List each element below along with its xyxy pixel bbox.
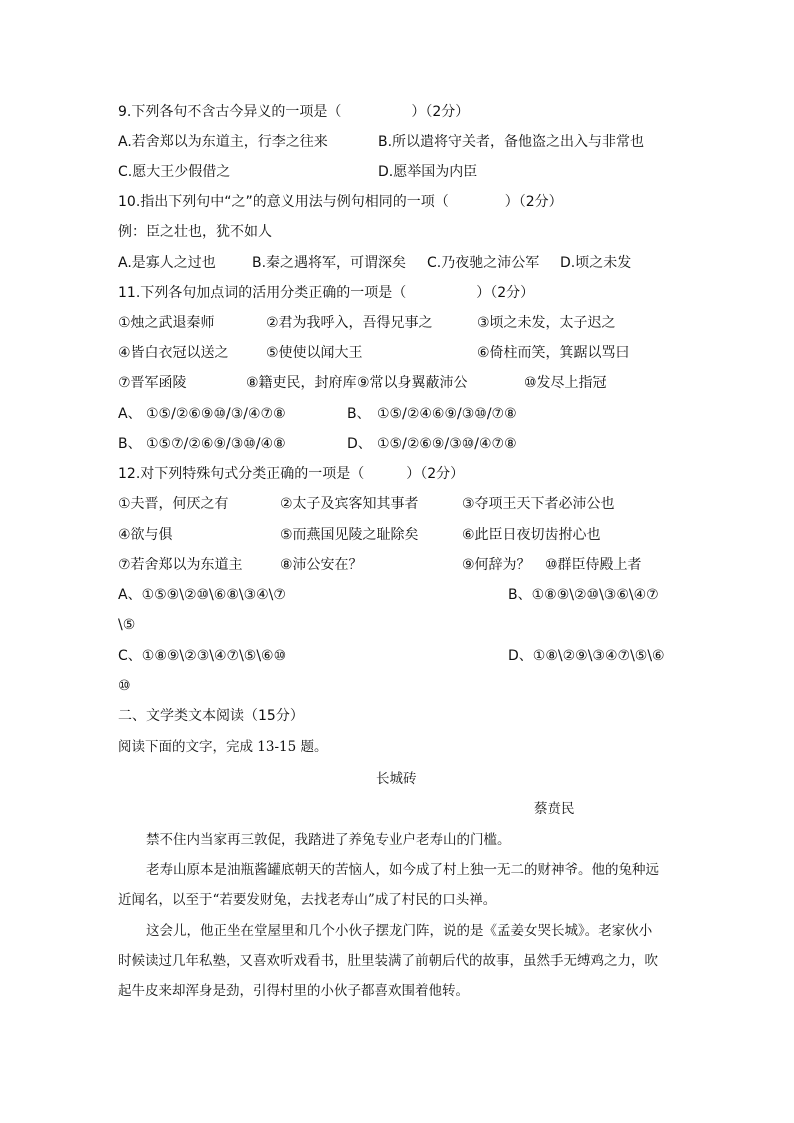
q11-option-text: ①⑤/②④⑥⑨/③⑩/⑦⑧ [377,406,517,422]
q11-option-text: ①⑤/②⑥⑨⑩/③/④⑦⑧ [146,406,286,422]
q11-item: ⑦晋军函陵 [118,375,187,391]
q10-option-a: A.是寡人之过也 [118,255,216,271]
q12-item: ②太子及宾客知其事者 [280,496,419,512]
q12-option-a: A、①⑤⑨\②⑩\⑥⑧\③④\⑦ [118,587,286,603]
q10-example: 例：臣之壮也，犹不如人 [118,224,272,240]
q10-option-d: D.顷之未发 [560,255,632,271]
q9-option-d: D.愿举国为内臣 [378,164,478,180]
q12-item: ①夫晋，何厌之有 [118,496,229,512]
q11-option-letter: D、 [347,436,372,452]
q12-item: ⑧沛公安在？ [280,557,363,573]
section-heading: 二、文学类文本阅读（15分） [118,708,304,724]
q10-stem: 10.指出下列句中“之”的意义用法与例句相同的一项（ ）（2分） [118,194,563,210]
q12-option-d-wrap: ⑩ [118,678,131,694]
q10-option-c: C.乃夜驰之沛公军 [427,255,540,271]
q11-item: ⑤使使以闻大王 [266,345,363,361]
passage-paragraph-cont: 近闻名，以至于“若要发财兔，去找老寿山”成了村民的口头禅。 [118,892,497,908]
q9-option-c: C.愿大王少假借之 [118,164,231,180]
q9-option-a: A.若舍郑以为东道主，行李之往来 [118,134,328,150]
q12-item: ③夺项王天下者必沛公也 [462,496,615,512]
q11-item: ⑧籍吏民，封府库 [246,375,357,391]
q11-item: ⑩发尽上指冠 [524,375,607,391]
q12-item: ⑩群臣侍殿上者 [545,557,642,573]
passage-paragraph-cont: 时候读过几年私塾，又喜欢听戏看书，肚里装满了前朝后代的故事，虽然手无缚鸡之力，吹 [118,953,658,969]
passage-paragraph: 老寿山原本是油瓶酱罐底朝天的苦恼人，如今成了村上独一无二的财神爷。他的兔种远 [146,862,659,878]
q12-option-b: B、①⑧⑨\②⑩\③⑥\④⑦ [508,587,659,603]
q11-option-text: ①⑤/②⑥⑨/③⑩/④⑦⑧ [377,436,517,452]
q11-item: ⑨常以身翼蔽沛公 [357,375,468,391]
q11-option-letter: A、 [118,406,142,422]
q11-item: ②君为我呼入，吾得兄事之 [266,315,433,331]
q11-option-letter: B、 [347,406,371,422]
q10-option-b: B.秦之遇将军，可谓深矣 [252,255,407,271]
passage-paragraph: 这会儿，他正坐在堂屋里和几个小伙子摆龙门阵，说的是《孟姜女哭长城》。老家伙小 [146,923,653,939]
q12-item: ④欲与俱 [118,527,173,543]
reading-instruction: 阅读下面的文字，完成 13-15 题。 [118,739,328,755]
q11-item: ③顷之未发，太子迟之 [477,315,616,331]
passage-author: 蔡贲民 [534,801,575,817]
q12-item: ⑤而燕国见陵之耻除矣 [280,527,419,543]
q11-option-text: ①⑤⑦/②⑥⑨/③⑩/④⑧ [146,436,286,452]
q9-option-b: B.所以遣将守关者，备他盗之出入与非常也 [378,134,645,150]
q11-item: ①烛之武退秦师 [118,315,215,331]
q12-item: ⑥此臣日夜切齿拊心也 [462,527,601,543]
q9-stem: 9.下列各句不含古今异义的一项是（ ）（2分） [118,104,470,120]
q12-option-b-wrap: \⑤ [118,617,136,633]
q12-stem: 12.对下列特殊句式分类正确的一项是（ ）（2分） [118,466,465,482]
q12-item: ⑦若舍郑以为东道主 [118,557,243,573]
q12-item: ⑨何辞为？ [462,557,531,573]
passage-paragraph-cont: 起牛皮来却浑身是劲，引得村里的小伙子都喜欢围着他转。 [118,983,469,999]
q11-stem: 11.下列各句加点词的活用分类正确的一项是（ ）（2分） [118,285,535,301]
q12-option-c: C、①⑧⑨\②③\④⑦\⑤\⑥⑩ [118,648,287,664]
q11-item: ④皆白衣冠以送之 [118,345,229,361]
passage-title: 长城砖 [376,771,417,787]
q11-option-letter: B、 [118,436,142,452]
passage-paragraph: 禁不住内当家再三敦促，我踏进了养兔专业户老寿山的门槛。 [146,832,511,848]
q11-item: ⑥倚柱而笑，箕踞以骂曰 [477,345,630,361]
q12-option-d: D、①⑧\②⑨\③④⑦\⑤\⑥ [508,648,665,664]
